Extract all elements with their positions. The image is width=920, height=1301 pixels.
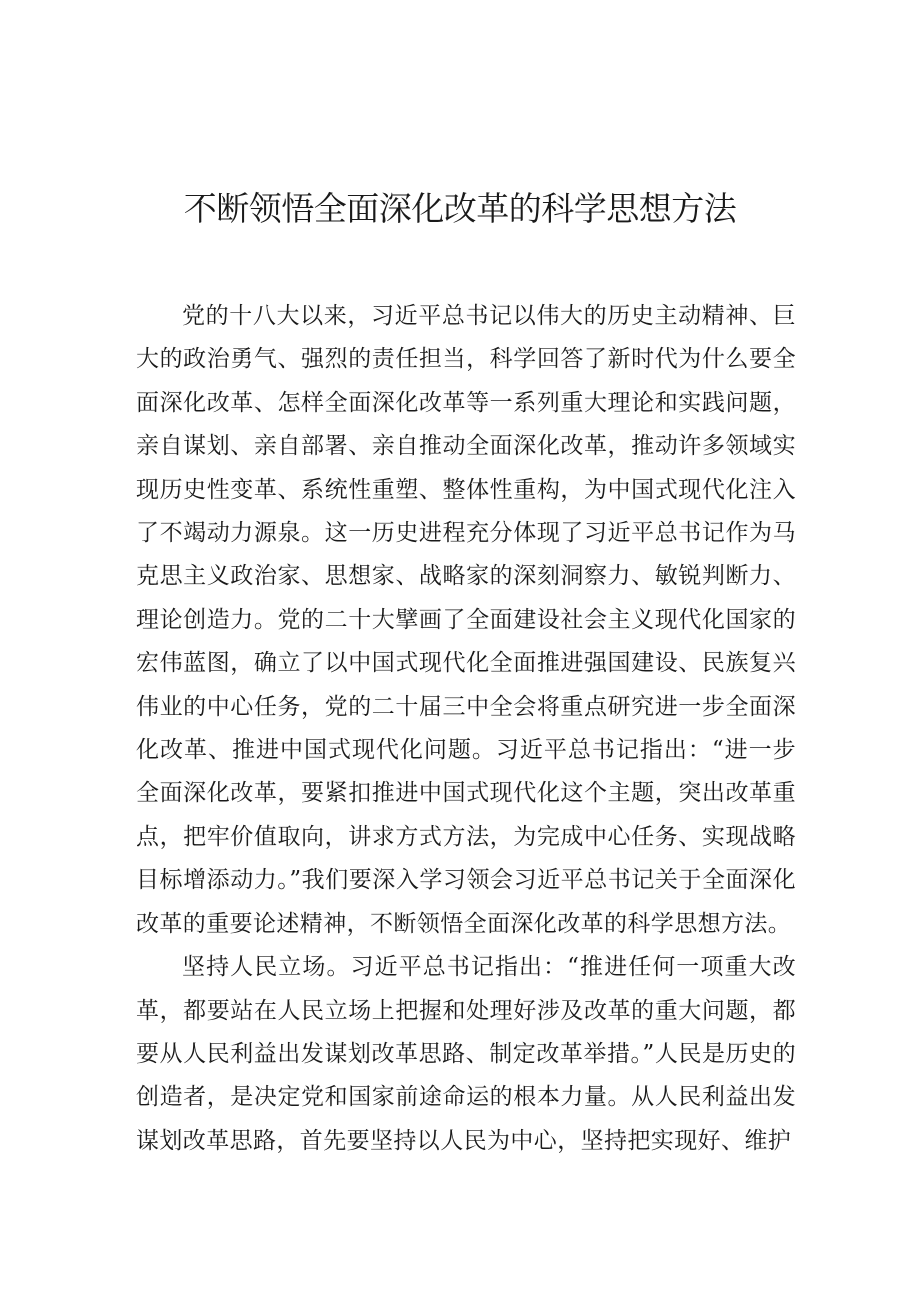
- paragraph-people-stance: 坚持人民立场。习近平总书记指出：“推进任何一项重大改革，都要站在人民立场上把握和处理好涉及改革的重大问题，都要从人民利益出发谋划改革思路、制定改革举措。”人民是历史的创造者，是决定党和国家前途命运的根本力量。从人民利益出发谋划改革思路，首先要坚持以人民为中心，坚持把实现好、维护: [136, 954, 796, 1154]
- paragraph-intro: 党的十八大以来，习近平总书记以伟大的历史主动精神、巨大的政治勇气、强烈的责任担当，科学回答了新时代为什么要全面深化改革、怎样全面深化改革等一系列重大理论和实践问题，亲自谋划、亲自部署、亲自推动全面深化改革，推动许多领域实现历史性变革、系统性重塑、整体性重构，为中国式现代化注入了不竭动力源泉。这一历史进程充分体现了习近平总书记作为马克思主义政治家、思想家、战略家的深刻洞察力、敏锐判断力、理论创造力。党的二十大擘画了全面建设社会主义现代化国家的宏伟蓝图，确立了以中国式现代化全面推进强国建设、民族复兴伟业的中心任务，党的二十届三中全会将重点研究进一步全面深化改革、推进中国式现代化问题。习近平总书记指出：“进一步全面深化改革，要紧扣推进中国式现代化这个主题，突出改革重点，把牢价值取向，讲求方式方法，为完成中心任务、实现战略目标增添动力。”我们要深入学习领会习近平总书记关于全面深化改革的重要论述精神，不断领悟全面深化改革的科学思想方法。: [136, 303, 796, 937]
- document-title: 不断领悟全面深化改革的科学思想方法: [183, 189, 737, 228]
- document-body: [136, 295, 796, 1163]
